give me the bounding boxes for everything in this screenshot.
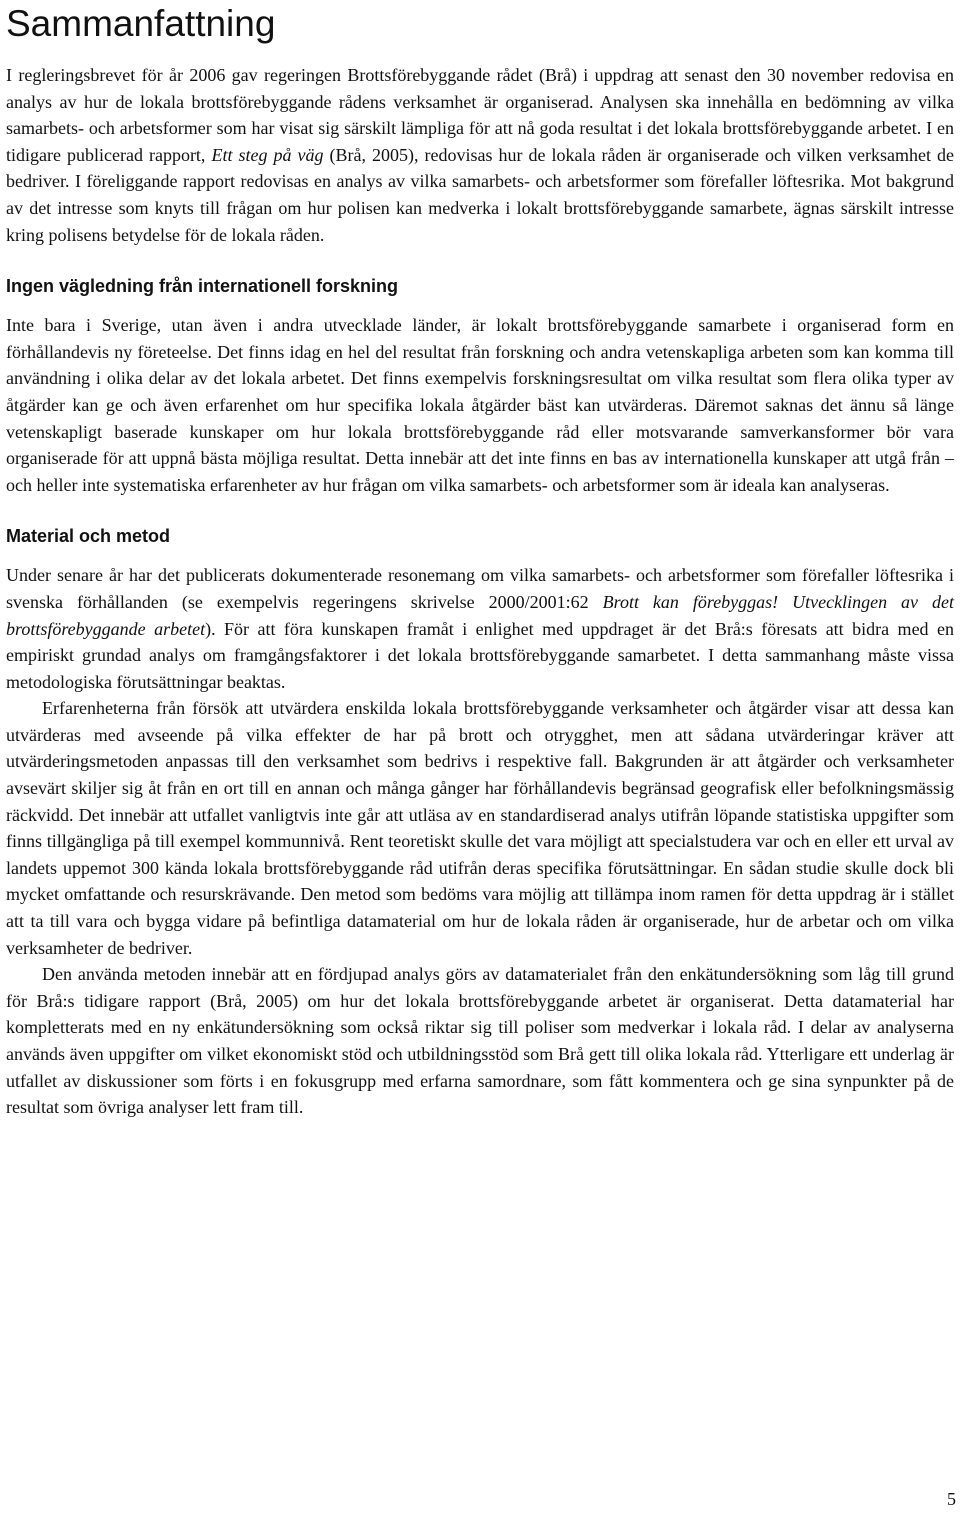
- method-paragraph-3: Den använda metoden innebär att en fördjupad analys görs av datamaterialet från den enkätundersökning som låg till grund för Brå:s tidigare rapport (Brå, 2005) om hur det lokala brottsförebyggande arbetet är organiserat. Detta datamaterial har kompletterats med en ny enkätundersökning som också riktar sig till poliser som medverkar i lokala råd. I delar av analyserna används även uppgifter om vilket ekonomiskt stöd och utbildningsstöd som Brå gett till olika lokala råd. Ytterligare ett underlag är utfallet av diskussioner som förts i en fokusgrupp med erfarna samordnare, som fått kommentera och ge sina synpunkter på de resultat som övriga analyser lett fram till.: [6, 964, 954, 1118]
- report-reference: Ett steg på väg: [211, 144, 324, 165]
- intro-text-part1: I regleringsbrevet för år 2006 gav regeringen Brottsförebyggande rådet (Brå) i uppdrag att senast den 30 november redovisa en analys av hur de lokala brottsförebyggande rådens verksamhet är organiserad. Analysen ska innehålla en bedömning av vilka samarbets- och arbetsformer som har visat sig särskilt lämpliga för att nå goda resultat i det lokala brottsförebyggande arbetet. I en tidigare publicerad rapport,: [6, 65, 954, 165]
- section-heading-research: Ingen vägledning från internationell forskning: [6, 276, 399, 297]
- intro-text-part2: (Brå, 2005), redovisas hur de lokala råden är organiserade och vilken verksamhet de bedriver. I föreliggande rapport redovisas en analys av vilka samarbets- och arbetsformer som förefaller löftesrika. Mot bakgrund av det intresse som knyts till frågan om hur polisen kan medverka i lokalt brottsförebyggande samarbete, ägnas särskilt intresse kring polisens betydelse för de lokala råden.: [6, 144, 955, 245]
- research-paragraph: Inte bara i Sverige, utan även i andra utvecklade länder, är lokalt brottsförebyggande samarbete i organiserad form en förhållandevis ny företeelse. Det finns idag en hel del resultat från forskning och andra vetenskapliga arbeten som kan komma till användning i olika delar av det lokala arbetet. Det finns exempelvis forskningsresultat om vilka resultat som flera olika typer av åtgärder kan ge och även erfarenhet om hur specifika lokala åtgärder bäst kan utvärderas. Däremot saknas det ännu så länge vetenskapligt baserade kunskaper om hur lokala brottsförebyggande råd eller motsvarande samverkansformer bör vara organiserade för att uppnå bästa möjliga resultat. Detta innebär att det inte finns en bas av internationella kunskaper att utgå från – och heller inte systematiska erfarenheter av hur frågan om vilka samarbets- och arbetsformer som är ideala kan analyseras.: [6, 315, 954, 495]
- method-text-part2: ). För att föra kunskapen framåt i enlighet med uppdraget är det Brå:s föresats att bidra med en empiriskt grundad analys om framgångsfaktorer i det lokala brottsförebyggande samarbetet. I detta sammanhang måste vissa metodologiska förutsättningar beaktas.: [6, 618, 954, 692]
- document-page: [6, 0, 954, 1121]
- section-heading-method: Material och metod: [6, 526, 171, 547]
- page-number: 5: [947, 1489, 956, 1509]
- intro-paragraph: [6, 62, 954, 248]
- method-paragraph-2: Erfarenheterna från försök att utvärdera enskilda lokala brottsförebyggande verksamheter och åtgärder visar att dessa kan utvärderas med avseende på vilka effekter de har på brott och otrygghet, men att sådana utvärderingar kräver att utvärderingsmetoden anpassas till den verksamhet som bedrivs i respektive fall. Bakgrunden är att åtgärder och verksamheter avsevärt skiljer sig åt från en ort till en annan och många gånger har förhållandevis begränsad geografisk eller befolkningsmässig räckvidd. Det innebär att utfallet vanligtvis inte går att utläsa av en standardiserad analys utifrån löpande statistiska uppgifter som finns tillgängliga på till exempel kommunnivå. Rent teoretiskt skulle det vara möjligt att specialstudera var och en eller ett urval av landets uppemot 300 kända lokala brottsförebyggande råd utifrån deras specifika förutsättningar. En sådan studie skulle dock bli mycket omfattande och resurskrävande. Den metod som bedöms vara möjlig att tillämpa inom ramen för detta uppdrag är i stället att ta till vara och bygga vidare på befintliga datamaterial om hur de lokala råden är organiserade, hur de arbetar och om vilka verksamheter de bedriver.: [6, 698, 954, 958]
- page-title: Sammanfattning: [6, 3, 276, 44]
- method-paragraph-1: [6, 562, 954, 695]
- government-document-reference: Brott kan förebyggas! Utvecklingen av det brottsförebyggande arbetet: [6, 591, 954, 639]
- method-text-part1: Under senare år har det publicerats dokumenterade resonemang om vilka samarbets- och arbetsformer som förefaller löftesrika i svenska förhållanden (se exempelvis regeringens skrivelse 2000/2001:62: [6, 565, 954, 612]
